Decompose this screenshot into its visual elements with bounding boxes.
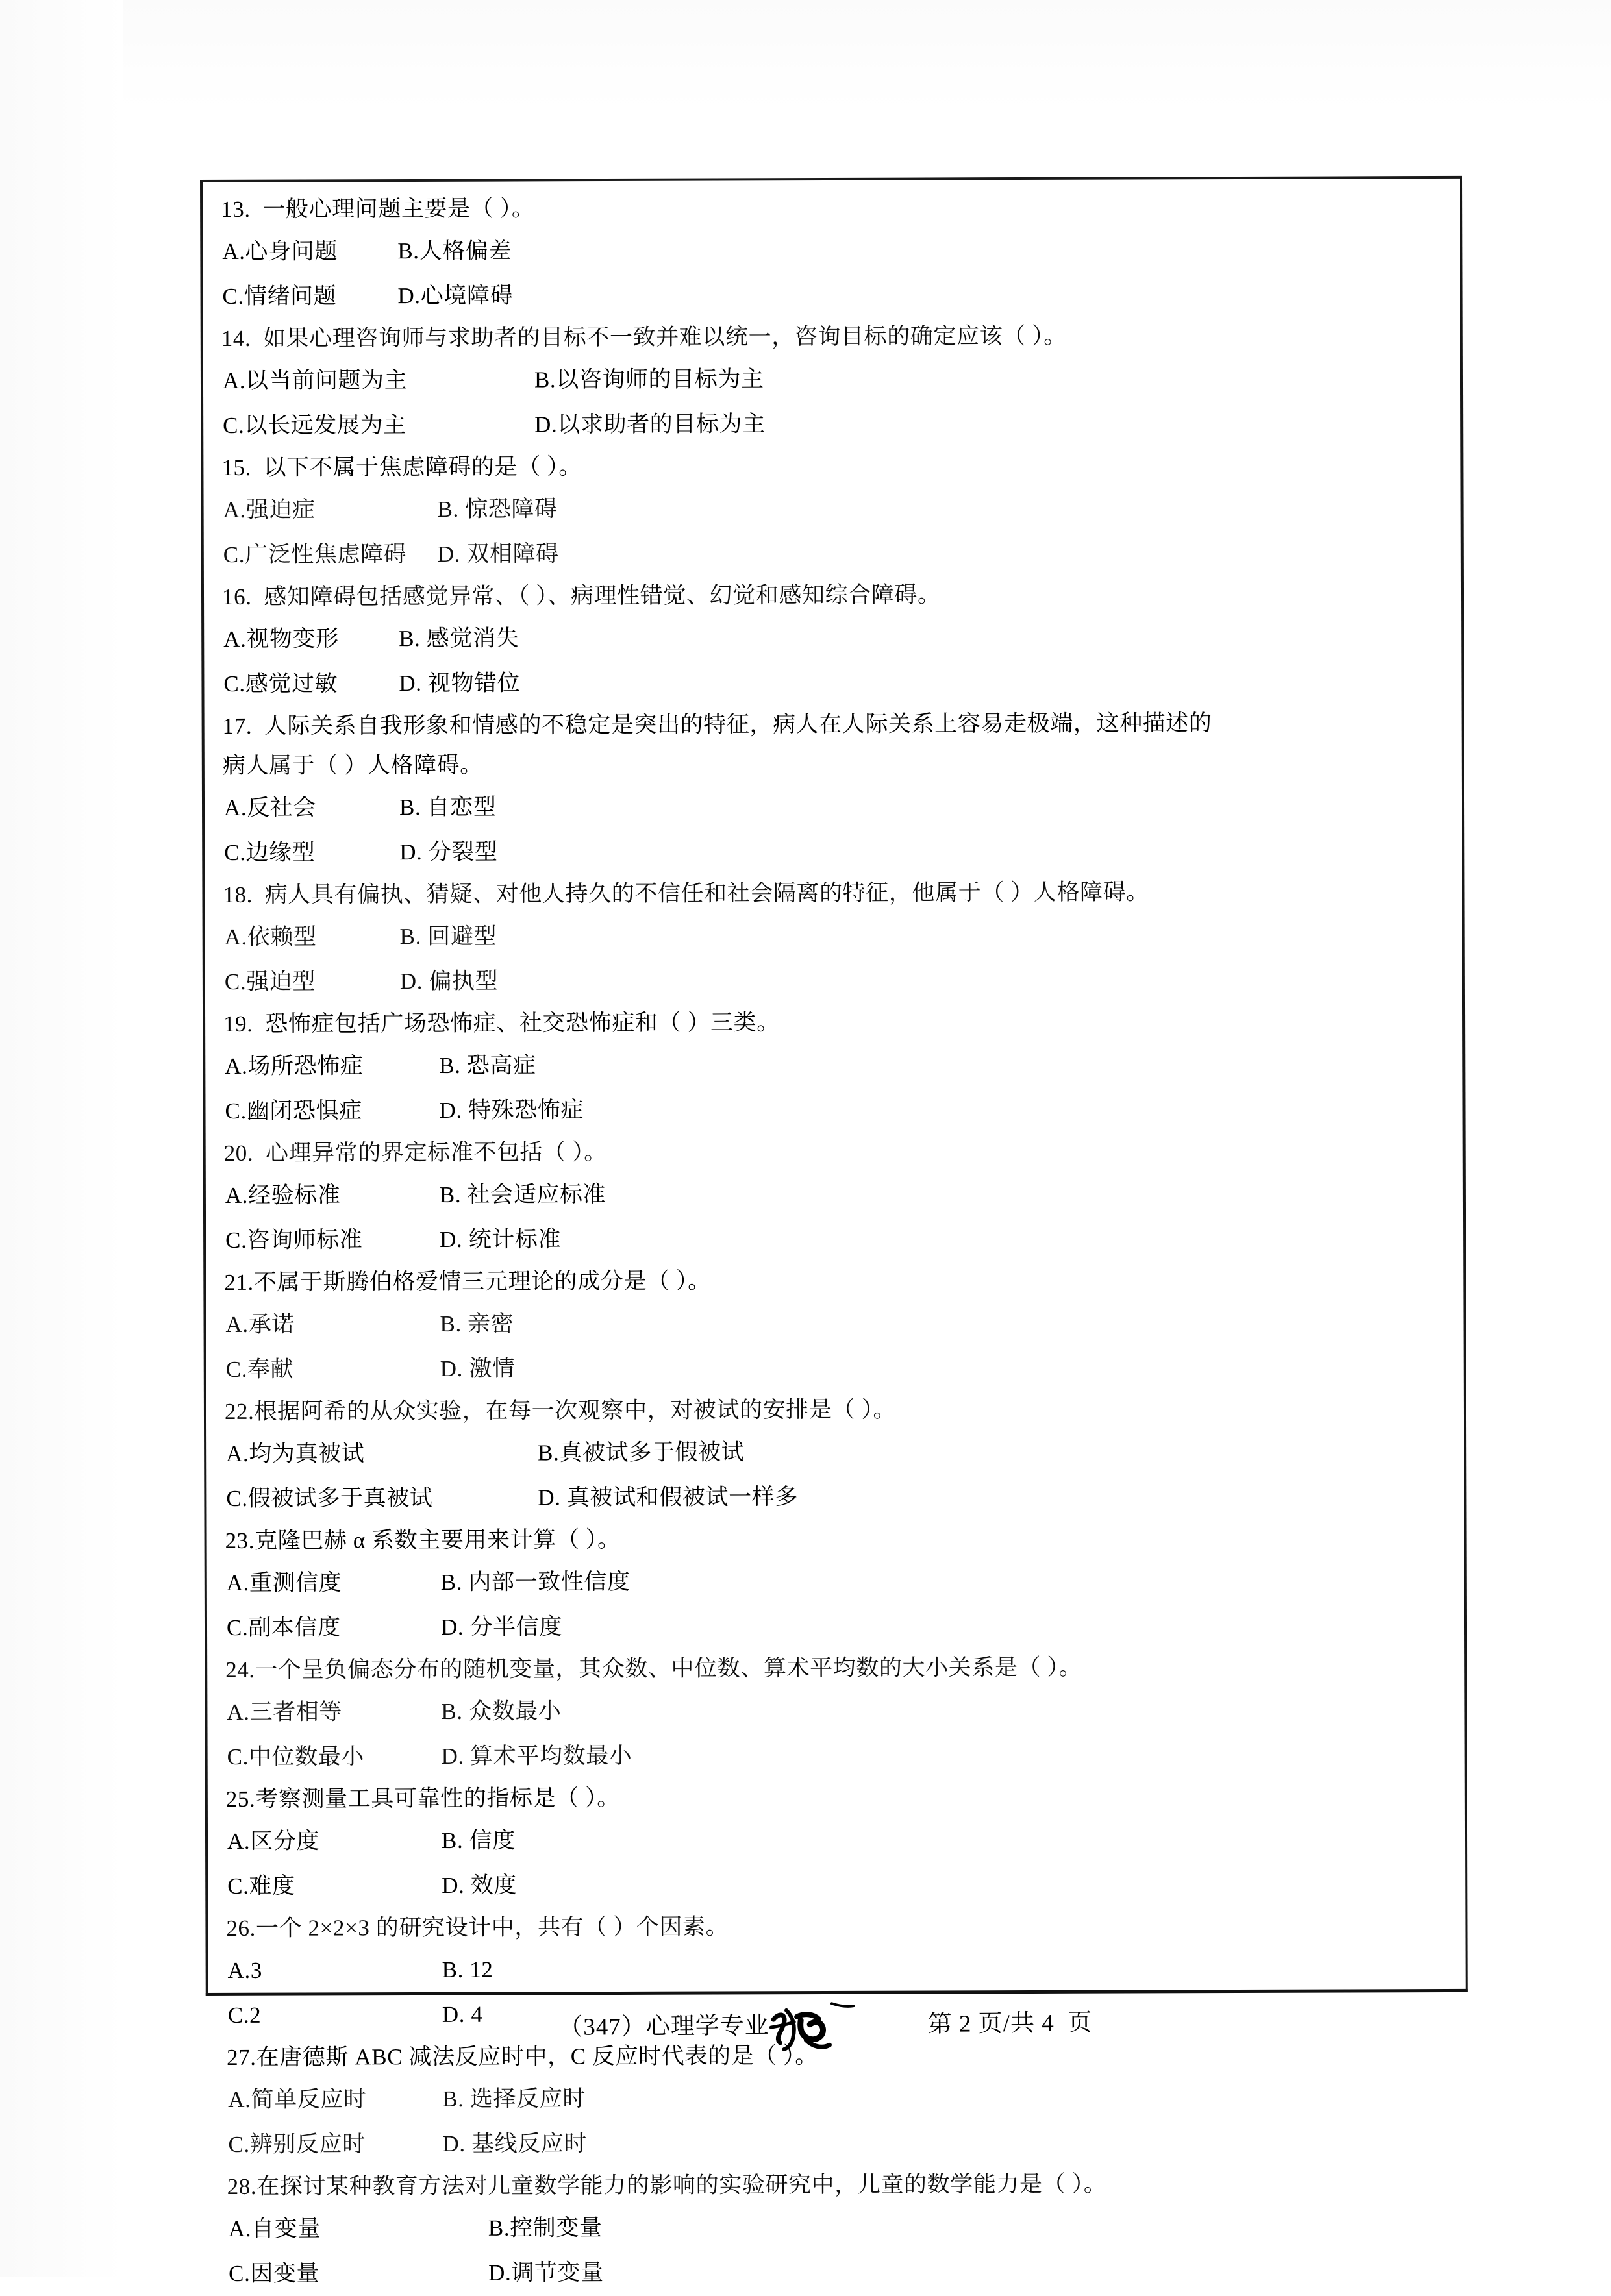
option-choice[interactable]: A.自变量: [228, 2216, 321, 2241]
option-choice[interactable]: A.心身问题: [222, 238, 338, 264]
option-choice[interactable]: C.幽闭恐惧症: [225, 1098, 362, 1124]
option-choice[interactable]: A.反社会: [223, 795, 317, 821]
question-stem: 13. 一般心理问题主要是（ ）。: [221, 195, 535, 222]
option-choice[interactable]: D. 分半信度: [440, 1614, 563, 1640]
option-choice[interactable]: C.假被试多于真被试: [226, 1485, 433, 1511]
page-number-label: 第 2 页/共 4 页: [927, 2009, 1093, 2038]
option-choice[interactable]: C.强迫型: [224, 969, 316, 994]
option-choice[interactable]: C.感觉过敏: [223, 671, 338, 697]
option-choice[interactable]: D. 激情: [440, 1355, 516, 1381]
question-stem: 22.根据阿希的从众实验，在每一次观察中，对被试的安排是（ ）。: [224, 1396, 897, 1424]
option-choice[interactable]: B. 自恋型: [399, 794, 497, 821]
question-block: [221, 702, 1456, 875]
question-stem: 20. 心理异常的界定标准不包括（ ）。: [223, 1139, 607, 1166]
option-group: [219, 225, 1453, 319]
question-stem: 25.考察测量工具可靠性的指标是（ ）。: [225, 1785, 620, 1812]
question-block: [223, 1259, 1457, 1392]
option-choice[interactable]: B. 感觉消失: [399, 625, 519, 652]
question-block: [220, 444, 1455, 577]
option-choice[interactable]: D. 视物错位: [399, 670, 521, 697]
option-group: [222, 911, 1456, 1004]
option-row: [225, 1815, 1458, 1864]
scan-edge-top: [0, 0, 1611, 110]
option-row: [224, 1731, 1458, 1779]
option-choice[interactable]: C.辨别反应时: [228, 2131, 366, 2157]
option-row: [223, 1169, 1456, 1218]
option-row: [219, 225, 1453, 274]
option-choice[interactable]: A.经验标准: [225, 1182, 341, 1208]
option-choice[interactable]: C.咨询师标准: [225, 1227, 363, 1253]
option-choice[interactable]: C.中位数最小: [227, 1744, 364, 1770]
option-choice[interactable]: C.情绪问题: [222, 283, 337, 309]
option-choice[interactable]: D. 算术平均数最小: [441, 1743, 632, 1769]
option-row: [224, 1557, 1458, 1605]
option-choice[interactable]: A.依赖型: [224, 924, 317, 950]
option-row: [222, 911, 1456, 959]
option-group: [225, 1815, 1458, 1908]
option-row: [223, 1214, 1456, 1263]
option-choice[interactable]: D. 分裂型: [399, 839, 498, 865]
option-group: [224, 1686, 1458, 1779]
option-choice[interactable]: A.以当前问题为主: [222, 367, 408, 393]
option-choice[interactable]: D. 偏执型: [399, 968, 499, 994]
question-block: [221, 573, 1455, 706]
option-choice[interactable]: D. 统计标准: [440, 1226, 562, 1252]
option-row: [225, 1944, 1459, 1993]
scan-edge-left: [0, 0, 123, 2277]
option-row: [220, 484, 1454, 532]
question-stem: 18. 病人具有偏执、猜疑、对他人持久的不信任和社会隔离的特征，他属于（ ）人格障碍。: [223, 879, 1149, 907]
option-group: [220, 484, 1454, 577]
option-choice[interactable]: A.三者相等: [227, 1699, 343, 1725]
option-choice[interactable]: D. 基线反应时: [442, 2130, 588, 2156]
option-choice[interactable]: B.真被试多于假被试: [538, 1439, 745, 1466]
question-stem: 16. 感知障碍包括感觉异常、（ ）、病理性错觉、幻觉和感知综合障碍。: [221, 582, 941, 610]
question-stem: 21.不属于斯腾伯格爱情三元理论的成分是（ ）。: [224, 1268, 711, 1295]
question-stem: 28.在探讨某种教育方法对儿童数学能力的影响的实验研究中，儿童的数学能力是（ ）。: [227, 2171, 1107, 2199]
option-group: [223, 1169, 1456, 1263]
option-choice[interactable]: B. 信度: [441, 1827, 516, 1853]
option-row: [224, 1601, 1458, 1650]
option-choice[interactable]: C.2: [227, 2002, 262, 2028]
option-choice[interactable]: C.边缘型: [224, 839, 316, 865]
option-choice[interactable]: B. 回避型: [399, 923, 497, 950]
question-block: [223, 1388, 1458, 1521]
option-row: [223, 1298, 1456, 1347]
option-group: [222, 1040, 1456, 1133]
option-choice[interactable]: A.视物变形: [223, 626, 339, 652]
option-choice[interactable]: D. 双相障碍: [437, 541, 559, 567]
option-row: [223, 1427, 1457, 1476]
option-row: [220, 399, 1454, 448]
option-row: [223, 1472, 1457, 1521]
option-group: [223, 1298, 1456, 1392]
option-choice[interactable]: B.控制变量: [488, 2215, 603, 2241]
option-row: [219, 270, 1453, 319]
question-stem: 17. 人际关系自我形象和情感的不稳定是突出的特征，病人在人际关系上容易走极端，这种描述的 病人属于（ ）人格障碍。: [222, 710, 1212, 778]
option-row: [222, 1085, 1456, 1133]
option-choice[interactable]: D.调节变量: [488, 2260, 604, 2286]
option-row: [220, 354, 1454, 403]
option-row: [226, 2247, 1460, 2296]
option-choice[interactable]: A.场所恐怖症: [225, 1053, 364, 1079]
question-stem: 23.克隆巴赫 α 系数主要用来计算（ ）。: [225, 1527, 621, 1553]
question-stem: 14. 如果心理咨询师与求助者的目标不一致并难以统一，咨询目标的确定应该（ ）。: [221, 323, 1067, 351]
question-block: [219, 186, 1454, 319]
question-block: [225, 1775, 1459, 1908]
question-stem: 15. 以下不属于焦虑障碍的是（ ）。: [221, 454, 582, 480]
handwritten-signature-icon: [771, 2008, 882, 2045]
question-block: [226, 2163, 1460, 2296]
option-choice[interactable]: A.3: [227, 1957, 263, 1983]
option-choice[interactable]: D. 4: [442, 2001, 483, 2027]
option-choice[interactable]: C.以长远发展为主: [223, 412, 406, 438]
option-choice[interactable]: D. 特殊恐怖症: [439, 1097, 584, 1123]
option-group: [224, 1557, 1458, 1650]
footer-subject-label: （347）心理学专业: [558, 2012, 769, 2041]
option-choice[interactable]: A.简单反应时: [228, 2086, 367, 2112]
option-choice[interactable]: D. 真被试和假被试一样多: [538, 1484, 798, 1511]
option-choice[interactable]: A.均为真被试: [226, 1440, 365, 1466]
option-row: [223, 1343, 1457, 1392]
option-row: [221, 826, 1455, 875]
question-block: [221, 871, 1456, 1004]
option-choice[interactable]: B. 内部一致性信度: [440, 1569, 631, 1595]
option-row: [221, 782, 1455, 830]
option-group: [221, 613, 1455, 706]
option-choice[interactable]: C.广泛性焦虑障碍: [223, 541, 407, 567]
option-group: [226, 2203, 1460, 2296]
option-choice[interactable]: C.副本信度: [226, 1614, 341, 1640]
option-row: [224, 1686, 1458, 1734]
question-stem: 19. 恐怖症包括广场恐怖症、社交恐怖症和（ ）三类。: [223, 1009, 780, 1037]
option-choice[interactable]: B. 亲密: [440, 1311, 514, 1337]
option-choice[interactable]: B.人格偏差: [397, 238, 512, 264]
question-block: [220, 315, 1455, 448]
option-choice[interactable]: B. 12: [442, 1957, 493, 1982]
question-stem: 26.一个 2×2×3 的研究设计中，共有（ ）个因素。: [226, 1914, 729, 1941]
option-choice[interactable]: B. 选择反应时: [442, 2086, 586, 2112]
option-choice[interactable]: A.重测信度: [226, 1570, 342, 1596]
option-group: [221, 782, 1455, 875]
option-row: [221, 613, 1455, 661]
question-block: [224, 1646, 1458, 1779]
option-row: [221, 658, 1455, 706]
option-choice[interactable]: B. 惊恐障碍: [437, 496, 558, 522]
option-row: [225, 1860, 1458, 1908]
option-group: [220, 354, 1454, 448]
question-stem: 24.一个呈负偏态分布的随机变量，其众数、中位数、算术平均数的大小关系是（ ）。: [225, 1654, 1082, 1683]
option-row: [225, 2118, 1459, 2167]
option-row: [222, 956, 1456, 1004]
option-choice[interactable]: B.以咨询师的目标为主: [534, 366, 764, 393]
option-group: [223, 1427, 1457, 1521]
question-block: [222, 1000, 1456, 1133]
option-choice[interactable]: B. 社会适应标准: [439, 1181, 606, 1207]
option-row: [225, 2073, 1459, 2122]
question-block: [223, 1517, 1458, 1650]
option-choice[interactable]: D.心境障碍: [397, 282, 514, 309]
option-row: [222, 1040, 1456, 1089]
question-block: [223, 1129, 1457, 1263]
option-choice[interactable]: C.难度: [227, 1873, 295, 1899]
option-choice[interactable]: C.奉献: [225, 1356, 294, 1382]
option-choice[interactable]: A.承诺: [225, 1311, 295, 1337]
option-choice[interactable]: D. 效度: [442, 1872, 518, 1898]
question-stem: 27.在唐德斯 ABC 减法反应时中，C 反应时代表的是（ ）。: [226, 2043, 818, 2070]
option-choice[interactable]: C.因变量: [229, 2260, 320, 2286]
question-list: [219, 186, 1460, 2296]
option-choice[interactable]: A.强迫症: [223, 497, 316, 523]
option-row: [221, 528, 1455, 577]
option-choice[interactable]: B. 恐高症: [439, 1052, 536, 1078]
option-choice[interactable]: A.区分度: [227, 1828, 320, 1854]
option-choice[interactable]: B. 众数最小: [441, 1698, 562, 1724]
option-row: [226, 2203, 1460, 2251]
option-choice[interactable]: D.以求助者的目标为主: [534, 411, 766, 438]
option-group: [225, 2073, 1459, 2167]
